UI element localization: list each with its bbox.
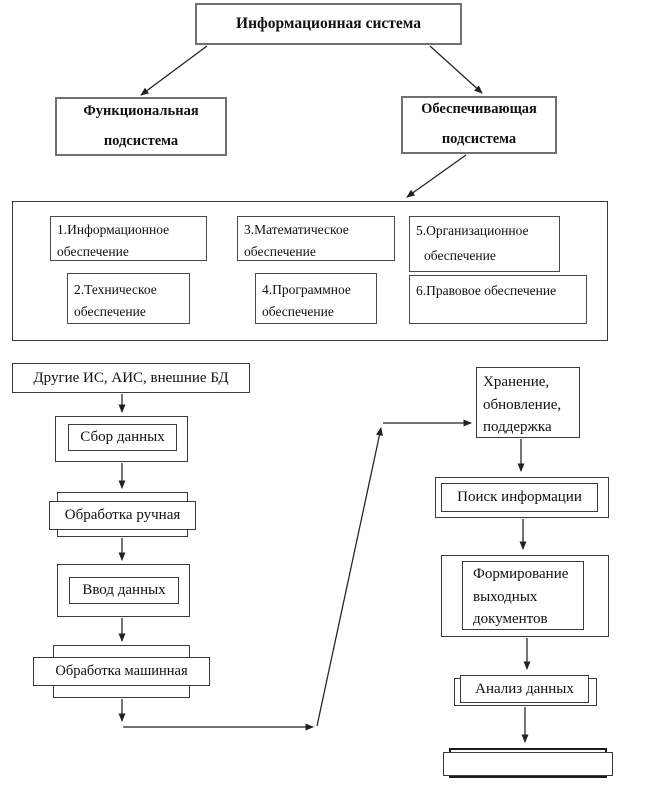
node-data-input: Ввод данных: [69, 577, 179, 604]
node-decision-making-back: [443, 752, 613, 776]
arrow-diagonal-up: [317, 428, 381, 726]
arrow-title-to-providing: [430, 46, 482, 93]
node-component-4-software: 4.Программное обеспечение: [255, 273, 377, 324]
node-providing-subsystem: Обеспечивающая подсистема: [401, 96, 557, 154]
node-external-sources: Другие ИС, АИС, внешние БД: [12, 363, 250, 393]
node-output-documents: Формирование выходных документов: [462, 561, 584, 630]
arrow-providing-to-components: [407, 155, 466, 197]
node-component-3-mathematical: 3.Математическое обеспечение: [237, 216, 395, 261]
node-component-2-technical: 2.Техническое обеспечение: [67, 273, 190, 324]
node-component-6-legal: 6.Правовое обеспечение: [409, 275, 587, 324]
node-functional-subsystem: Функциональная подсистема: [55, 97, 227, 156]
node-data-analysis: Анализ данных: [460, 675, 589, 703]
node-information-system: Информационная система: [195, 3, 462, 45]
node-component-1-information: 1.Информационное обеспечение: [50, 216, 207, 261]
node-information-search: Поиск информации: [441, 483, 598, 512]
node-manual-processing: Обработка ручная: [49, 501, 196, 530]
node-storage-update-support: Хранение, обновление, поддержка: [476, 367, 580, 438]
node-component-5-organizational: 5.Организационное обеспечение: [409, 216, 560, 272]
node-data-collection: Сбор данных: [68, 424, 177, 451]
node-machine-processing: Обработка машинная: [33, 657, 210, 686]
arrow-title-to-functional: [141, 46, 207, 95]
